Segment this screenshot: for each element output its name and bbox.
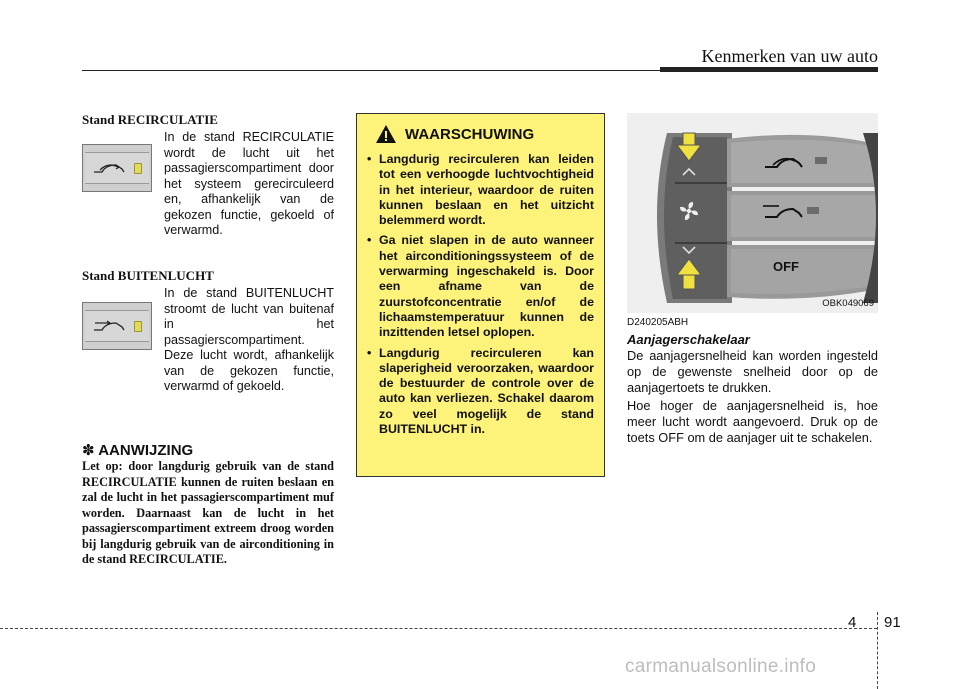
note-section <box>82 441 334 568</box>
warning-list <box>367 152 594 437</box>
header-rule-thick <box>660 67 878 72</box>
blower-switch-photo <box>627 113 878 313</box>
note-text: Let op: door langdurig gebruik van de stand RECIRCULATIE kunnen de ruiten beslaan en zal de lucht in het passagierscompartiment muf worden. Daarnaast kan de lucht in het passagierscompartiment extreem droog worden bij langdurig gebruik van de airconditioning in de stand RECIRCULATIE. <box>82 459 334 566</box>
note-heading-text: AANWIJZING <box>98 442 194 459</box>
warning-box <box>356 113 605 477</box>
car-fresh-air-icon <box>92 319 126 333</box>
section-code: D240205ABH <box>627 317 689 328</box>
outside-text: In de stand BUITENLUCHT stroomt de lucht van buitenaf in het passagierscompartiment. Deze lucht wordt, afhankelijk van de gekozen functie, verwarmd of gekoeld. <box>164 286 334 393</box>
blower-section <box>627 317 878 446</box>
warning-header <box>375 124 594 144</box>
off-button-label: OFF <box>773 259 799 274</box>
running-header: Kenmerken van uw auto <box>701 46 878 66</box>
note-heading <box>82 441 334 459</box>
warning-item: • Langdurig recirculeren kan leiden tot een verhoogde luchtvochtigheid in het interieur, waardoor de ruiten kunnen beslaan en het uitzicht belemmerd wordt. <box>367 152 594 228</box>
note-symbol-icon: ✽ <box>82 442 95 459</box>
page-number: 91 <box>884 614 901 631</box>
blower-paragraph-2: Hoe hoger de aanjagersnelheid is, hoe meer lucht wordt aangevoerd. Druk op de toets OFF om de aanjager uit te schakelen. <box>627 398 878 445</box>
chapter-number: 4 <box>848 614 857 631</box>
recirc-section <box>82 112 334 239</box>
warning-triangle-icon <box>375 124 397 144</box>
section-title: Aanjagerschakelaar <box>627 332 750 347</box>
watermark: carmanualsonline.info <box>625 656 817 677</box>
blower-paragraph-1: De aanjagersnelheid kan worden ingesteld op de gewenste snelheid door op de aanjagertoets te drukken. <box>627 348 878 395</box>
car-recirculation-icon <box>92 161 126 175</box>
recirc-button-image <box>82 144 152 192</box>
warning-item: • Langdurig recirculeren kan slaperigheid veroorzaken, waardoor de bestuurder de controle over de auto kan verliezen. Schakel daarom zo veel mogelijk de stand BUITENLUCHT in. <box>367 346 594 438</box>
recirc-heading: Stand RECIRCULATIE <box>82 112 218 127</box>
header-rule <box>82 70 662 71</box>
photo-reference-label: OBK049069 <box>822 298 874 309</box>
outside-section <box>82 268 334 395</box>
warning-heading: WAARSCHUWING <box>405 125 535 143</box>
recirc-indicator-led <box>134 163 142 174</box>
outside-button-image <box>82 302 152 350</box>
control-panel-illustration <box>627 113 878 313</box>
footer-divider <box>877 612 878 689</box>
warning-item: • Ga niet slapen in de auto wanneer het airconditioningssysteem of de verwarming ingeschakeld is. Door een afname van de zuurstofconcentratie en/of de lichaamstemperatuur kunnen de inzittenden letsel oplopen. <box>367 233 594 340</box>
outside-heading: Stand BUITENLUCHT <box>82 268 214 283</box>
outside-indicator-led <box>134 321 142 332</box>
recirc-text: In de stand RECIRCULATIE wordt de lucht uit het passagierscompartiment door het systeem gerecirculeerd en, afhankelijk van de gekozen functie, gekoeld of verwarmd. <box>164 130 334 237</box>
footer-rule <box>0 628 877 629</box>
